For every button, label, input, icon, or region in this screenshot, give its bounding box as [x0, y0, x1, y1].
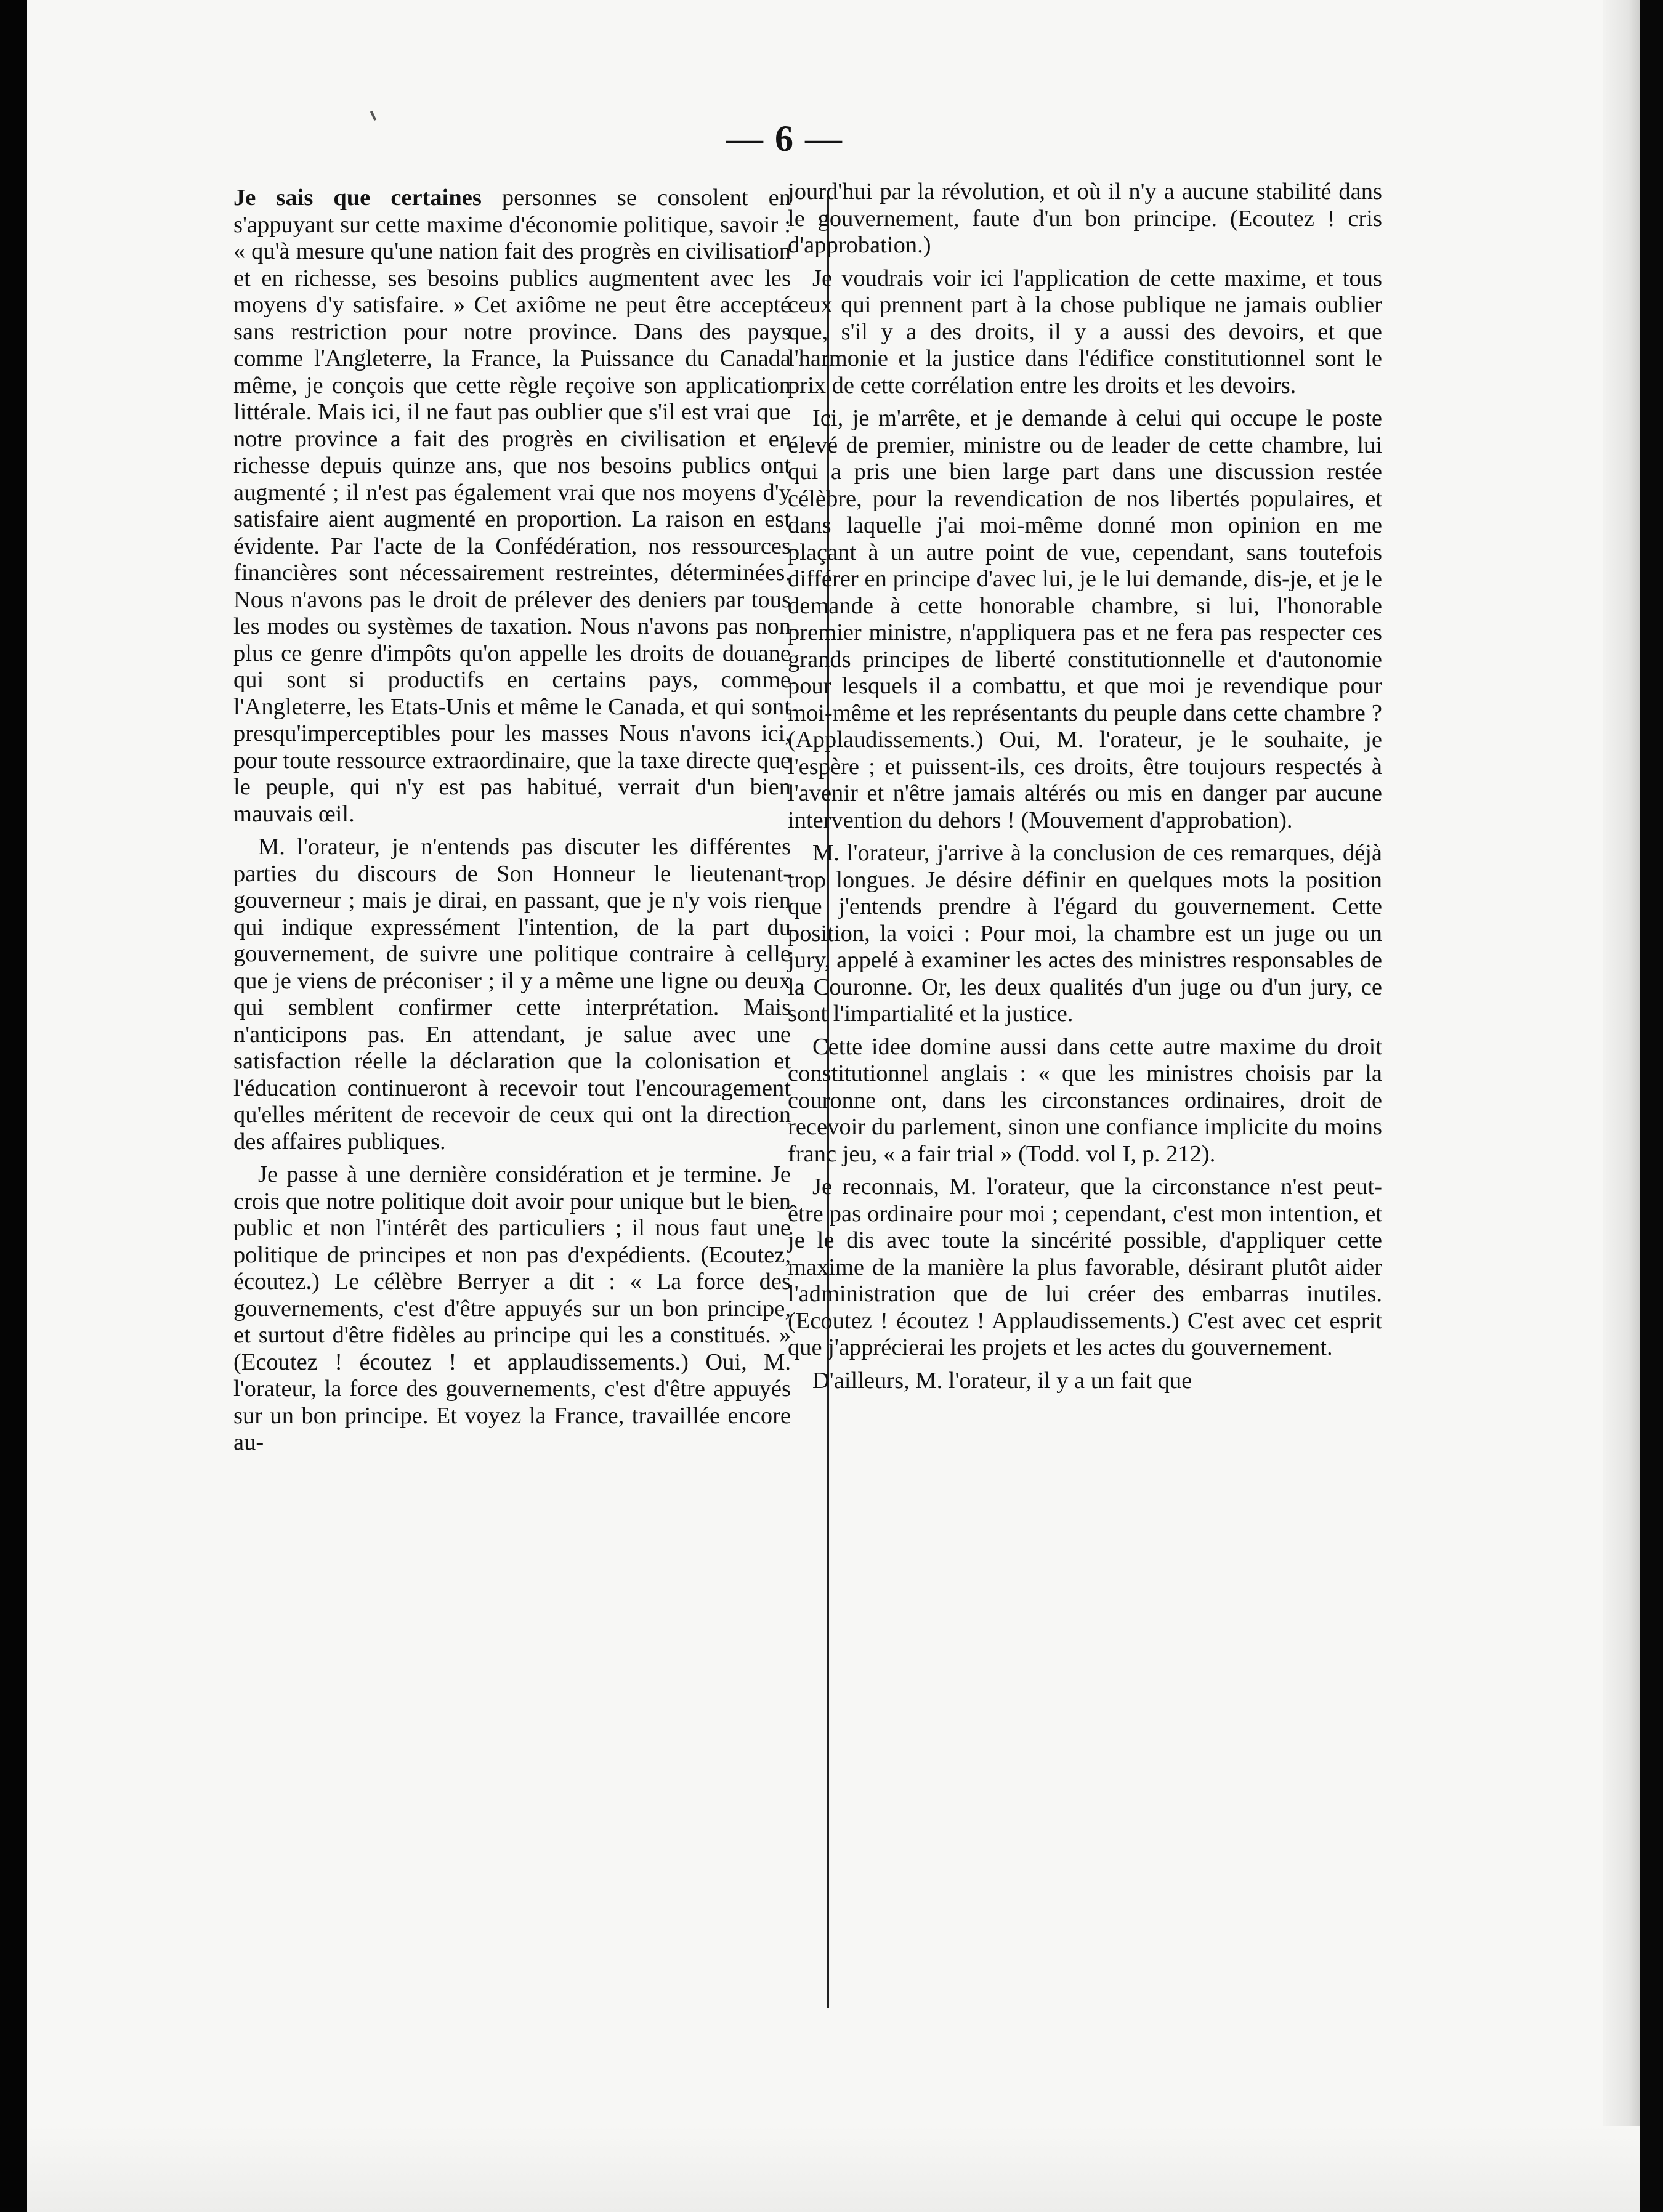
left-paragraph-1-text: personnes se consolent en s'appuyant sur cette maxime d'économie politique, savoir : « qu'à mesure qu'une nation fait des progrès en civilisation et en richesse, ses besoins publics augmentent avec les moyens d'y satisfaire. » Cet axiôme ne peut être accepté sans restriction pour notre province. Dans des pays comme l'Angleterre, la France, la Puissance du Canada même, je conçois que cette règle reçoive son application littérale. Mais ici, il ne faut pas oublier que s'il est vrai que notre province a fait des progrès en civilisation et en richesse depuis quinze ans, que nos besoins publics ont augmenté ; il n'est pas également vrai que nos moyens d'y satisfaire aient augmenté en proportion. La raison en est évidente. Par l'acte de la Confédération, nos ressources financières sont nécessairement restreintes, déterminées. Nous n'avons pas le droit de prélever des deniers par tous les modes ou systèmes de taxation. Nous n'avons pas non plus ce genre d'impôts qu'on appelle les droits de douane qui sont si productifs en certains pays, comme l'Angleterre, les Etats-Unis et même le Canada, et qui sont presqu'imperceptibles pour les masses Nous n'avons ici, pour toute ressource extraordinaire, que la taxe directe que le peuple, qui n'y est pas habitué, verrait d'un bien mauvais œil.: [233, 185, 791, 827]
left-column: [233, 185, 791, 1463]
right-paragraph-3: Ici, je m'arrête, et je demande à celui qui occupe le poste élevé de premier, ministre ou de leader de cette chambre, lui qui a pris une bien large part dans une discussion restée célèbre, pour la revendication de nos libertés populaires, et dans laquelle j'ai moi-même donné mon opinion en me plaçant à un autre point de vue, cependant, sans toutefois différer en principe d'avec lui, je le lui demande, dis-je, et je le demande à cette honorable chambre, si lui, l'honorable premier ministre, n'appliquera pas et ne fera pas respecter ces grands principes de liberté constitutionnelle et d'autonomie pour lesquels il a combattu, et que moi je revendique pour moi-même et les représentants du peuple dans cette chambre ? (Applaudissements.) Oui, M. l'orateur, je le souhaite, je l'espère ; et puissent-ils, ces droits, être toujours respectés à l'avenir et n'être jamais altérés ou mis en danger par aucune intervention du dehors ! (Mouvement d'approbation).: [788, 405, 1382, 833]
page-bottom-margin: [27, 2126, 1640, 2212]
page-number: — 6 —: [726, 118, 843, 159]
page-edge-shadow: [1603, 0, 1640, 2212]
right-paragraph-5: Cette idee domine aussi dans cette autre maxime du droit constitutionnel anglais : « que les ministres choisis par la couronne ont, dans les circonstances ordinaires, droit de recevoir du parlement, sinon une confiance implicite du moins franc jeu, « a fair trial » (Todd. vol I, p. 212).: [788, 1033, 1382, 1167]
right-paragraph-6: Je reconnais, M. l'orateur, que la circonstance n'est peut-être pas ordinaire pour moi ; cependant, c'est mon intention, et je le dis avec toute la sincérité possible, d'appliquer cette maxime de la manière la plus favorable, désirant plutôt aider l'administration que de lui créer des embarras inutiles. (Ecoutez ! écoutez ! Applaudissements.) C'est avec cet esprit que j'apprécierai les projets et les actes du gouvernement.: [788, 1174, 1382, 1360]
right-paragraph-1: jourd'hui par la révolution, et où il n'y a aucune stabilité dans le gouvernement, faute d'un bon principe. (Ecoutez ! cris d'approbation.): [788, 179, 1382, 258]
right-paragraph-4: M. l'orateur, j'arrive à la conclusion de ces remarques, déjà trop longues. Je désire définir en quelques mots la position que j'entends prendre à l'égard du gouvernement. Cette position, la voici : Pour moi, la chambre est un juge ou un jury, appelé à examiner les actes des ministres responsables de la Couronne. Or, les deux qualités d'un juge ou d'un jury, ce sont l'impartialité et la justice.: [788, 840, 1382, 1027]
film-border-right: [1640, 0, 1663, 2212]
opening-words: Je sais que certaines: [233, 185, 482, 211]
film-border-left: [0, 0, 27, 2212]
right-column: [788, 179, 1382, 1400]
right-paragraph-7: D'ailleurs, M. l'orateur, il y a un fait que: [812, 1367, 1192, 1394]
left-paragraph-2: M. l'orateur, je n'entends pas discuter les différentes parties du discours de Son Honneur le lieutenant-gouverneur ; mais je dirai, en passant, que je n'y vois rien qui indique expressément l'intention, de la part du gouvernement, de suivre une politique contraire à celle que je viens de préconiser ; il y a même une ligne ou deux qui semblent confirmer cette interprétation. Mais n'anticipons pas. En attendant, je salue avec une satisfaction réelle la déclaration que la colonisation et l'éducation continueront à recevoir tout l'encouragement qu'elles méritent de recevoir de ceux qui ont la direction des affaires publiques.: [233, 834, 791, 1155]
scan-speck: [370, 111, 376, 121]
left-paragraph-1: [233, 185, 791, 828]
left-paragraph-3: Je passe à une dernière considération et je termine. Je crois que notre politique doit avoir pour unique but le bien public et non l'intérêt des particuliers ; il nous faut une politique de principes et non pas d'expédients. (Ecoutez, écoutez.) Le célèbre Berryer a dit : « La force des gouvernements, c'est d'être appuyés sur un bon principe, et surtout d'être fidèles au principe qui les a constitués. » (Ecoutez ! écoutez ! et applaudissements.) Oui, M. l'orateur, la force des gouvernements, c'est d'être appuyés sur un bon principe. Et voyez la France, travaillée encore au-: [233, 1161, 791, 1455]
document-page: [27, 0, 1640, 2212]
right-paragraph-2: Je voudrais voir ici l'application de cette maxime, et tous ceux qui prennent part à la chose publique ne jamais oublier que, s'il y a des droits, il y a aussi des devoirs, et que l'harmonie et la justice dans l'édifice constitutionnel sont le prix de cette corrélation entre les droits et les devoirs.: [788, 265, 1382, 398]
